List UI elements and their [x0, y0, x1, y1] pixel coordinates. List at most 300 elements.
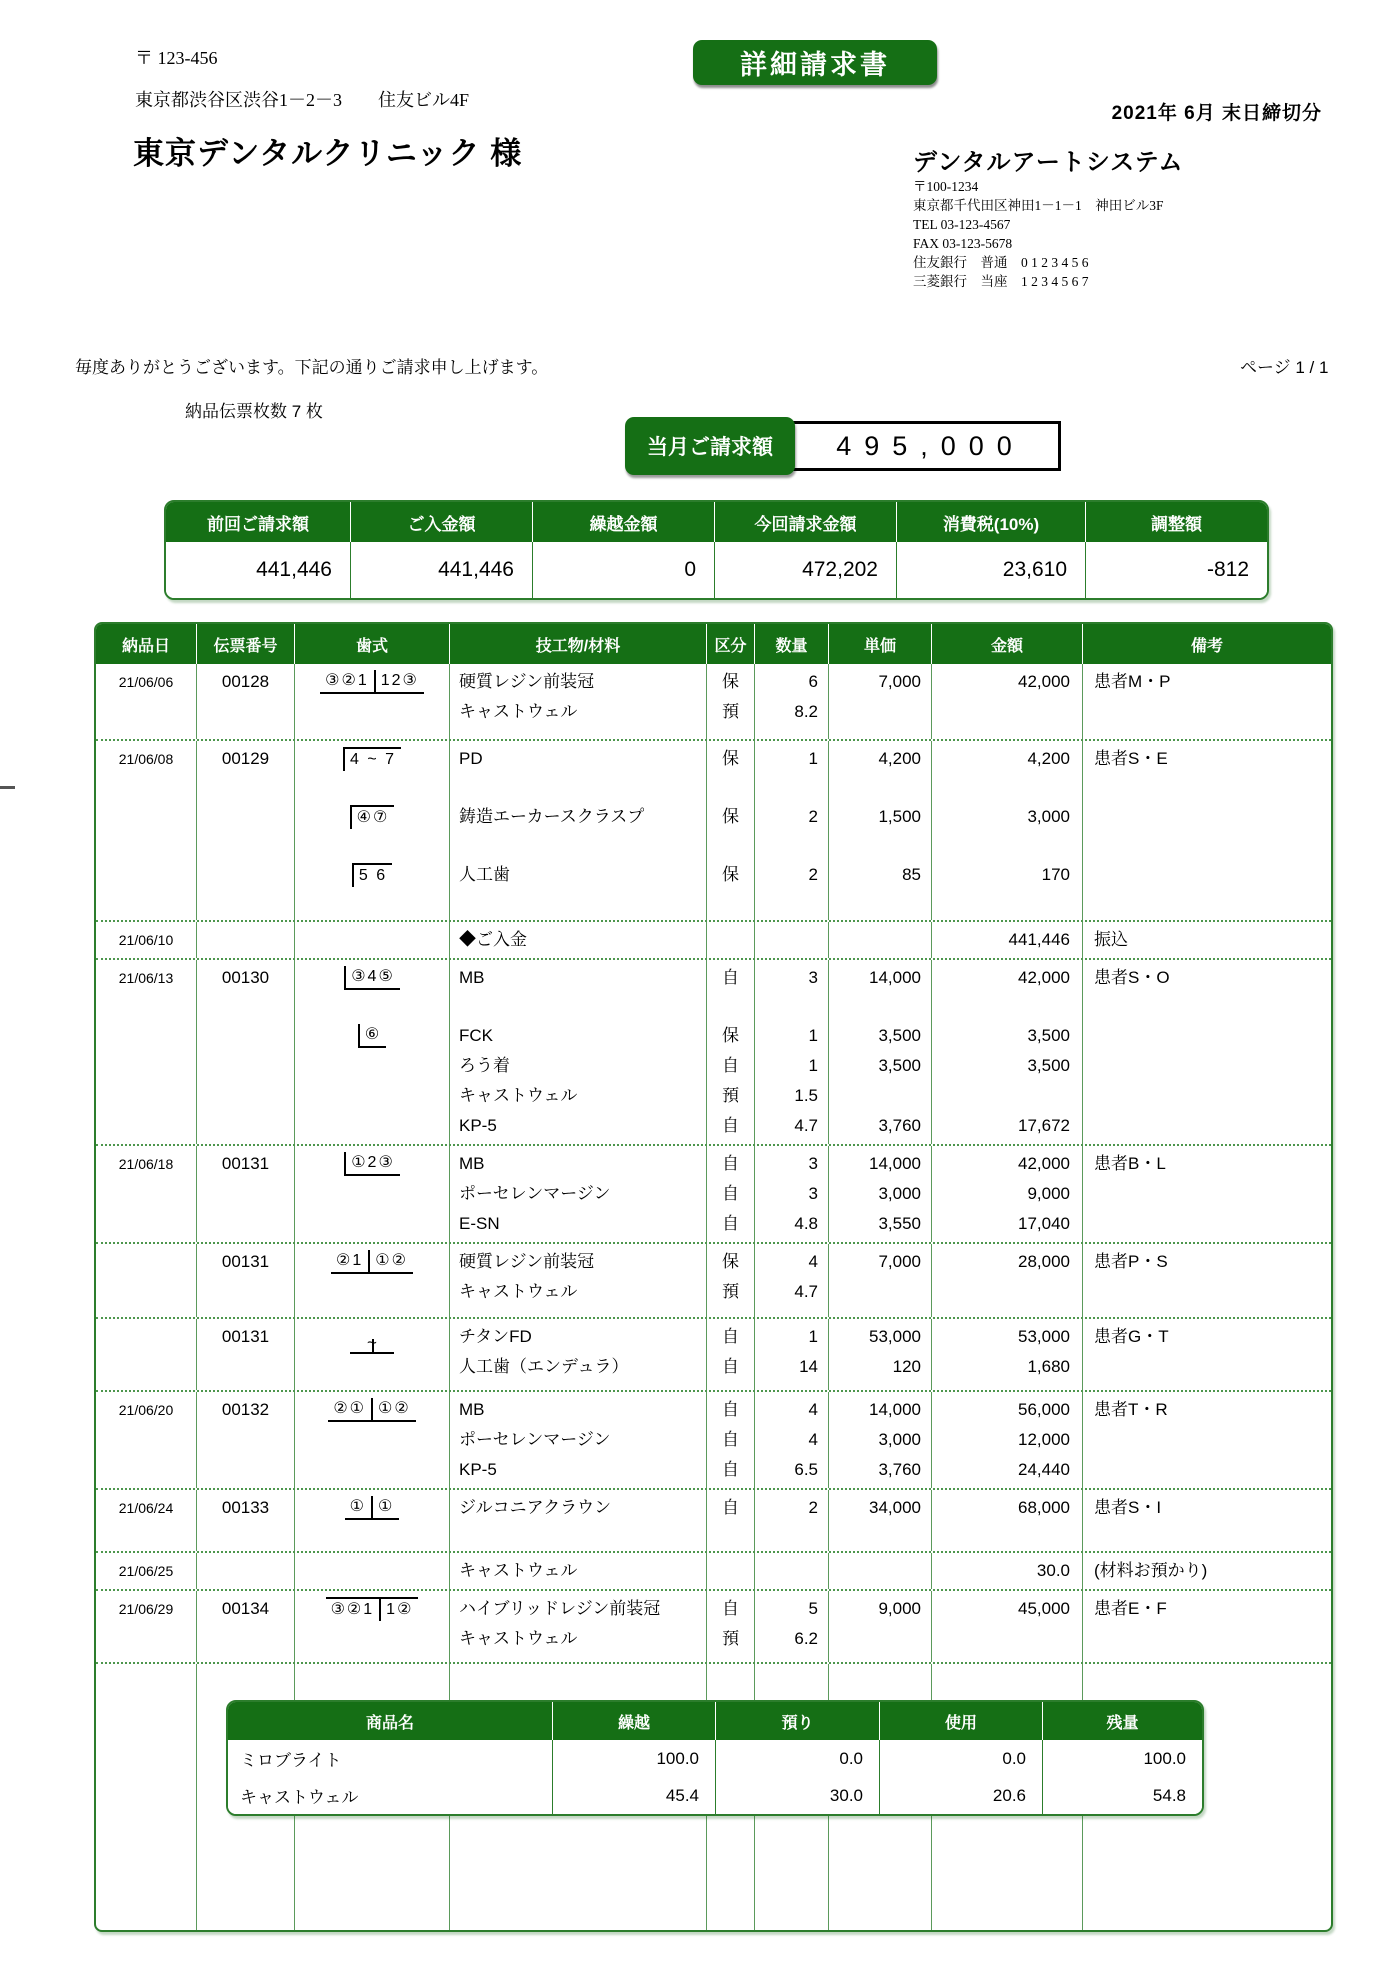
cell-tooth-notation	[295, 1395, 449, 1425]
billing-period: 2021年 6月 末日締切分	[1111, 103, 1322, 124]
cell-tooth-notation-column	[294, 960, 449, 1144]
cell-item-name: ろう着	[459, 1056, 510, 1075]
cell-remark-column	[1082, 1319, 1331, 1390]
cell-tooth-notation	[295, 860, 449, 890]
tooth-notation-text: 5 6	[358, 867, 388, 884]
cell-category: 自	[722, 1056, 739, 1075]
cell-quantity-column	[754, 1553, 828, 1589]
cell-remark-column	[1082, 1392, 1331, 1488]
cell-unit-price: 3,000	[878, 1430, 921, 1449]
cell-category-column	[706, 1244, 754, 1317]
cell-quantity: 4.7	[794, 1282, 818, 1301]
cell-unit-price: 3,500	[878, 1026, 921, 1045]
cell-item-name: ジルコニアクラウン	[459, 1498, 612, 1517]
cell-remark: 患者P・S	[1094, 1252, 1168, 1271]
cell-slip-number: 00128	[221, 672, 270, 691]
tooth-notation-text: 4 ~ 7	[349, 751, 397, 768]
cell-item-name: MB	[459, 1400, 485, 1419]
cell-item-name: FCK	[459, 1026, 493, 1045]
cell-item-name-column	[449, 741, 706, 920]
cell-quantity-column	[754, 922, 828, 958]
summary-col-header: ご入金額	[350, 502, 532, 542]
cell-slip-number	[197, 1425, 294, 1455]
cell-category: 保	[722, 807, 739, 826]
detail-col-header: 備考	[1082, 624, 1331, 664]
material-value: 0.0	[715, 1740, 879, 1777]
cell-slip-number	[197, 925, 294, 955]
cell-unit-price: 14,000	[869, 1400, 921, 1419]
tooth-notation-left: ②①	[333, 1400, 366, 1417]
cell-tooth-notation-column	[294, 1553, 449, 1589]
cell-quantity-column	[754, 1319, 828, 1390]
cell-slip-number	[197, 1455, 294, 1485]
cell-unit-price: 7,000	[878, 672, 921, 691]
cell-quantity-column	[754, 1591, 828, 1662]
tooth-notation	[350, 805, 395, 829]
cell-item-name-column	[449, 1490, 706, 1551]
tooth-notation	[352, 863, 392, 887]
cell-unit-price-column	[828, 1244, 931, 1317]
cell-quantity: 6.5	[794, 1460, 818, 1479]
cell-category: 保	[722, 749, 739, 768]
cell-tooth-notation	[295, 963, 449, 993]
vendor-bank-1: 住友銀行 普通 0 1 2 3 4 5 6	[913, 255, 1089, 270]
cell-category-column	[706, 1392, 754, 1488]
cell-slip-number: 00129	[221, 749, 270, 768]
cell-remark-column	[1082, 1553, 1331, 1589]
cell-category: 保	[722, 1026, 739, 1045]
recipient-postal: 〒 123-456	[135, 48, 218, 68]
monthly-billing-label: 当月ご請求額	[625, 417, 795, 475]
detail-col-header: 歯式	[294, 624, 449, 664]
cell-item-name-column	[449, 1146, 706, 1242]
tooth-notation	[328, 1398, 415, 1422]
detail-col-header: 技工物/材料	[449, 624, 706, 664]
cell-tooth-notation	[295, 1179, 449, 1209]
cell-category: 自	[722, 1214, 739, 1233]
cell-amount: 170	[1041, 865, 1070, 884]
cell-remark-column	[1082, 960, 1331, 1144]
cell-item-name: KP-5	[459, 1116, 497, 1135]
summary-header-row	[166, 502, 1267, 542]
cell-tooth-notation	[295, 1051, 449, 1081]
cell-unit-price: 9,000	[878, 1599, 921, 1618]
cell-slip-number-column	[196, 1146, 294, 1242]
cell-tooth-notation	[295, 697, 449, 727]
cell-amount	[932, 697, 1082, 727]
cell-category: 保	[722, 1252, 739, 1271]
tooth-notation	[320, 670, 424, 694]
cell-remark: 患者E・F	[1094, 1599, 1167, 1618]
material-col-header: 残量	[1042, 1702, 1202, 1740]
tooth-notation-left: ③②1	[330, 1601, 375, 1618]
cell-amount: 28,000	[1018, 1252, 1070, 1271]
detail-group	[96, 920, 1331, 958]
cell-date	[96, 1081, 196, 1111]
cell-category: 保	[722, 672, 739, 691]
cell-unit-price-column	[828, 960, 931, 1144]
cell-tooth-notation-column	[294, 1244, 449, 1317]
cell-date	[96, 1277, 196, 1307]
cell-item-name: 硬質レジン前装冠	[459, 1252, 595, 1271]
material-col-header: 使用	[879, 1702, 1042, 1740]
cell-tooth-notation-column	[294, 1392, 449, 1488]
cell-date: 21/06/13	[118, 970, 174, 986]
cell-remark	[1083, 1277, 1331, 1307]
cell-remark: 患者M・P	[1094, 672, 1171, 691]
cell-remark: 患者S・I	[1094, 1498, 1162, 1517]
material-value: 20.6	[879, 1777, 1042, 1814]
cell-unit-price: 34,000	[869, 1498, 921, 1517]
cell-unit-price: 3,760	[878, 1116, 921, 1135]
cell-date-column	[96, 1319, 196, 1390]
cell-amount-column	[931, 1146, 1082, 1242]
detail-group	[96, 739, 1331, 920]
cell-remark	[1083, 697, 1331, 727]
summary-value: 472,202	[714, 542, 896, 598]
cell-item-name: MB	[459, 968, 485, 987]
cell-quantity: 2	[808, 807, 818, 826]
material-body	[228, 1740, 1202, 1814]
cell-remark-column	[1082, 1591, 1331, 1662]
cell-unit-price	[829, 925, 931, 955]
cell-item-name: KP-5	[459, 1460, 497, 1479]
cell-category: 自	[722, 1116, 739, 1135]
cell-slip-number	[197, 1111, 294, 1141]
cell-slip-number: 00130	[221, 968, 270, 987]
cell-amount: 441,446	[1008, 930, 1070, 949]
cell-date-column	[96, 1490, 196, 1551]
recipient-address: 東京都渋谷区渋谷1－2－3 住友ビル4F	[135, 90, 470, 110]
cell-unit-price-column	[828, 1146, 931, 1242]
cell-category: 自	[722, 1460, 739, 1479]
cell-remark	[1083, 860, 1331, 890]
cell-remark	[1083, 802, 1331, 832]
cell-date	[96, 1624, 196, 1654]
cell-date: 21/06/20	[118, 1402, 174, 1418]
tooth-notation-right: 1②	[379, 1599, 418, 1621]
cell-slip-number	[197, 1209, 294, 1239]
cell-quantity: 4	[808, 1430, 818, 1449]
detail-col-header: 納品日	[121, 637, 170, 655]
cell-quantity: 14	[799, 1357, 818, 1376]
cell-item-name-column	[449, 922, 706, 958]
cell-item-name: ポーセレンマージン	[459, 1184, 611, 1203]
cell-quantity-column	[754, 1392, 828, 1488]
cell-item-name: キャストウェル	[459, 1561, 578, 1580]
cell-amount-column	[931, 1392, 1082, 1488]
material-value: 100.0	[552, 1740, 715, 1777]
cell-item-name: 人工歯（エンデュラ）	[459, 1357, 629, 1376]
cell-date	[96, 1021, 196, 1051]
cell-slip-number: 00133	[221, 1498, 270, 1517]
cell-category: 自	[722, 1498, 739, 1517]
cell-slip-number-column	[196, 1490, 294, 1551]
cell-remark-column	[1082, 1146, 1331, 1242]
cell-remark: 患者S・E	[1094, 749, 1168, 768]
cell-amount	[932, 1624, 1082, 1654]
summary-value-row	[166, 542, 1267, 598]
cell-slip-number: 00131	[221, 1327, 270, 1346]
tooth-notation-fd-icon	[350, 1330, 394, 1354]
vendor-bank-2: 三菱銀行 当座 1 2 3 4 5 6 7	[913, 274, 1089, 289]
cell-unit-price-column	[828, 664, 931, 739]
cell-amount: 30.0	[1036, 1561, 1070, 1580]
tooth-notation-text: ④⑦	[356, 809, 390, 826]
detail-col-header: 単価	[828, 624, 931, 664]
cell-amount: 3,500	[1027, 1056, 1070, 1075]
cell-category-column	[706, 1146, 754, 1242]
material-value: 0.0	[879, 1740, 1042, 1777]
cell-amount	[932, 1277, 1082, 1307]
cell-slip-number: 00131	[221, 1154, 270, 1173]
cell-quantity: 6.2	[794, 1629, 818, 1648]
cell-unit-price: 3,500	[878, 1056, 921, 1075]
cell-category: 保	[722, 865, 739, 884]
tooth-notation-text: ⑥	[364, 1026, 382, 1043]
detail-group	[96, 958, 1331, 1144]
cell-item-name-column	[449, 1591, 706, 1662]
cell-tooth-notation-column	[294, 664, 449, 739]
cell-slip-number	[197, 1051, 294, 1081]
cell-amount: 3,000	[1027, 807, 1070, 826]
cell-amount: 56,000	[1018, 1400, 1070, 1419]
summary-col-header: 今回請求金額	[714, 502, 896, 542]
cell-category: 預	[722, 1629, 739, 1648]
cell-amount: 4,200	[1027, 749, 1070, 768]
tooth-notation-left: ②1	[336, 1252, 364, 1269]
cell-category: 自	[722, 1327, 739, 1346]
cell-item-name: ハイブリッドレジン前装冠	[459, 1599, 661, 1618]
cell-tooth-notation	[295, 667, 449, 697]
document-title-badge	[693, 40, 937, 85]
cell-amount-column	[931, 960, 1082, 1144]
material-row	[228, 1740, 1202, 1777]
cell-remark	[1083, 1624, 1331, 1654]
cell-quantity: 1	[808, 1056, 818, 1075]
cell-category: 預	[722, 702, 739, 721]
cell-unit-price-column	[828, 1553, 931, 1589]
detail-col-header: 金額	[931, 624, 1082, 664]
material-value: 100.0	[1042, 1740, 1202, 1777]
slip-count: 納品伝票枚数 7 枚	[185, 402, 323, 421]
cell-item-name: ポーセレンマージン	[459, 1430, 611, 1449]
cell-unit-price: 3,550	[878, 1214, 921, 1233]
cell-item-name: PD	[459, 749, 483, 768]
cell-amount-column	[931, 922, 1082, 958]
cell-slip-number: 00134	[221, 1599, 270, 1618]
cell-item-name-column	[449, 1244, 706, 1317]
cell-remark-column	[1082, 1244, 1331, 1317]
cell-tooth-notation	[295, 1021, 449, 1051]
cell-date-column	[96, 1146, 196, 1242]
material-value: 45.4	[552, 1777, 715, 1814]
cell-date: 21/06/08	[118, 751, 174, 767]
cell-quantity: 1	[808, 1327, 818, 1346]
tooth-notation-right: ①	[371, 1496, 399, 1518]
material-value: 30.0	[715, 1777, 879, 1814]
detail-group	[96, 1488, 1331, 1551]
summary-value: 0	[532, 542, 714, 598]
greeting-text: 毎度ありがとうございます。下記の通りご請求申し上げます。	[75, 358, 549, 377]
cell-category-column	[706, 664, 754, 739]
cell-quantity: 8.2	[794, 702, 818, 721]
cell-tooth-notation	[295, 1322, 449, 1352]
cell-item-name-column	[449, 1319, 706, 1390]
vendor-details	[913, 177, 1164, 291]
cell-quantity-column	[754, 1490, 828, 1551]
cell-category: 自	[722, 1154, 739, 1173]
cell-tooth-notation	[295, 1247, 449, 1277]
tooth-notation	[344, 966, 400, 990]
cell-remark	[1083, 1425, 1331, 1455]
cell-slip-number	[197, 1352, 294, 1382]
cell-unit-price: 14,000	[869, 1154, 921, 1173]
tooth-notation-right: ①②	[371, 1398, 416, 1420]
cell-remark: 患者B・L	[1094, 1154, 1166, 1173]
material-value: 54.8	[1042, 1777, 1202, 1814]
cell-date	[96, 1247, 196, 1277]
cell-item-name: 鋳造エーカースクラスプ	[459, 807, 645, 826]
tooth-notation	[326, 1597, 419, 1621]
cell-quantity-column	[754, 1244, 828, 1317]
cell-amount: 45,000	[1018, 1599, 1070, 1618]
cell-tooth-notation	[295, 1624, 449, 1654]
cell-slip-number-column	[196, 1244, 294, 1317]
cell-amount: 24,440	[1018, 1460, 1070, 1479]
cell-date-column	[96, 741, 196, 920]
cell-unit-price-column	[828, 922, 931, 958]
detail-group	[96, 1242, 1331, 1317]
cell-slip-number: 00131	[221, 1252, 270, 1271]
cell-unit-price: 4,200	[878, 749, 921, 768]
cell-category-column	[706, 960, 754, 1144]
cell-unit-price-column	[828, 1490, 931, 1551]
registration-mark	[0, 786, 15, 789]
cell-remark	[1083, 1455, 1331, 1485]
summary-table	[164, 500, 1269, 600]
cell-item-name: キャストウェル	[459, 1086, 578, 1105]
cell-item-name: キャストウェル	[459, 1629, 578, 1648]
cell-amount-column	[931, 741, 1082, 920]
cell-amount-column	[931, 1319, 1082, 1390]
cell-date	[96, 1455, 196, 1485]
summary-value: 23,610	[896, 542, 1085, 598]
cell-date	[96, 1179, 196, 1209]
cell-unit-price: 3,000	[878, 1184, 921, 1203]
cell-slip-number-column	[196, 922, 294, 958]
cell-date-column	[96, 960, 196, 1144]
cell-tooth-notation	[295, 802, 449, 832]
cell-tooth-notation-column	[294, 1591, 449, 1662]
cell-quantity: 1	[808, 749, 818, 768]
detail-col-header: 伝票番号	[196, 624, 294, 664]
cell-item-name: チタンFD	[459, 1327, 532, 1346]
cell-tooth-notation-column	[294, 1319, 449, 1390]
cell-date-column	[96, 922, 196, 958]
cell-unit-price	[829, 1624, 931, 1654]
cell-item-name-column	[449, 960, 706, 1144]
cell-remark	[1083, 1179, 1331, 1209]
cell-category-column	[706, 1490, 754, 1551]
cell-remark: 患者G・T	[1094, 1327, 1169, 1346]
cell-amount: 42,000	[1018, 672, 1070, 691]
cell-unit-price-column	[828, 1392, 931, 1488]
cell-quantity: 4	[808, 1400, 818, 1419]
cell-amount: 42,000	[1018, 968, 1070, 987]
tooth-notation-right: 12③	[374, 670, 424, 692]
cell-date	[96, 860, 196, 890]
cell-quantity: 1	[808, 1026, 818, 1045]
cell-item-name: MB	[459, 1154, 485, 1173]
tooth-notation-left: ③②1	[325, 672, 369, 689]
cell-item-name-column	[449, 1553, 706, 1589]
cell-slip-number	[197, 697, 294, 727]
cell-quantity: 4.7	[794, 1116, 818, 1135]
cell-amount: 17,672	[1018, 1116, 1070, 1135]
cell-item-name: ◆ご入金	[459, 930, 527, 949]
cell-date	[96, 1352, 196, 1382]
cell-date: 21/06/24	[118, 1500, 174, 1516]
cell-date-column	[96, 1244, 196, 1317]
cell-slip-number-column	[196, 1553, 294, 1589]
cell-amount: 12,000	[1018, 1430, 1070, 1449]
cell-category: 自	[722, 1184, 739, 1203]
cell-date: 21/06/25	[118, 1563, 174, 1579]
summary-value: 441,446	[350, 542, 532, 598]
cell-remark-column	[1082, 664, 1331, 739]
cell-date-column	[96, 1392, 196, 1488]
cell-amount: 53,000	[1018, 1327, 1070, 1346]
cell-category	[707, 925, 754, 955]
vendor-tel: TEL 03-123-4567	[913, 217, 1011, 232]
vendor-postal: 〒100-1234	[913, 179, 979, 194]
cell-tooth-notation-column	[294, 1146, 449, 1242]
cell-date	[96, 1209, 196, 1239]
cell-tooth-notation	[295, 1149, 449, 1179]
cell-category: 自	[722, 1599, 739, 1618]
cell-category: 自	[722, 1357, 739, 1376]
cell-item-name-column	[449, 1392, 706, 1488]
cell-category-column	[706, 922, 754, 958]
cell-remark-column	[1082, 922, 1331, 958]
cell-remark	[1083, 1081, 1331, 1111]
cell-amount: 68,000	[1018, 1498, 1070, 1517]
cell-unit-price-column	[828, 741, 931, 920]
cell-category: 預	[722, 1086, 739, 1105]
cell-unit-price: 85	[902, 865, 921, 884]
cell-category	[707, 1556, 754, 1586]
cell-item-name-column	[449, 664, 706, 739]
cell-unit-price-column	[828, 1319, 931, 1390]
cell-tooth-notation	[295, 1594, 449, 1624]
cell-category-column	[706, 1591, 754, 1662]
tooth-notation-right: ①②	[368, 1250, 413, 1272]
cell-quantity: 2	[808, 865, 818, 884]
detail-group	[96, 1317, 1331, 1390]
cell-slip-number	[197, 802, 294, 832]
cell-unit-price	[829, 1556, 931, 1586]
cell-unit-price: 1,500	[878, 807, 921, 826]
cell-unit-price: 53,000	[869, 1327, 921, 1346]
cell-remark: 患者T・R	[1094, 1400, 1168, 1419]
material-col-header: 預り	[715, 1702, 879, 1740]
material-stock-table	[226, 1700, 1204, 1816]
cell-tooth-notation-column	[294, 1490, 449, 1551]
cell-date	[96, 1322, 196, 1352]
cell-unit-price: 7,000	[878, 1252, 921, 1271]
cell-category-column	[706, 1319, 754, 1390]
